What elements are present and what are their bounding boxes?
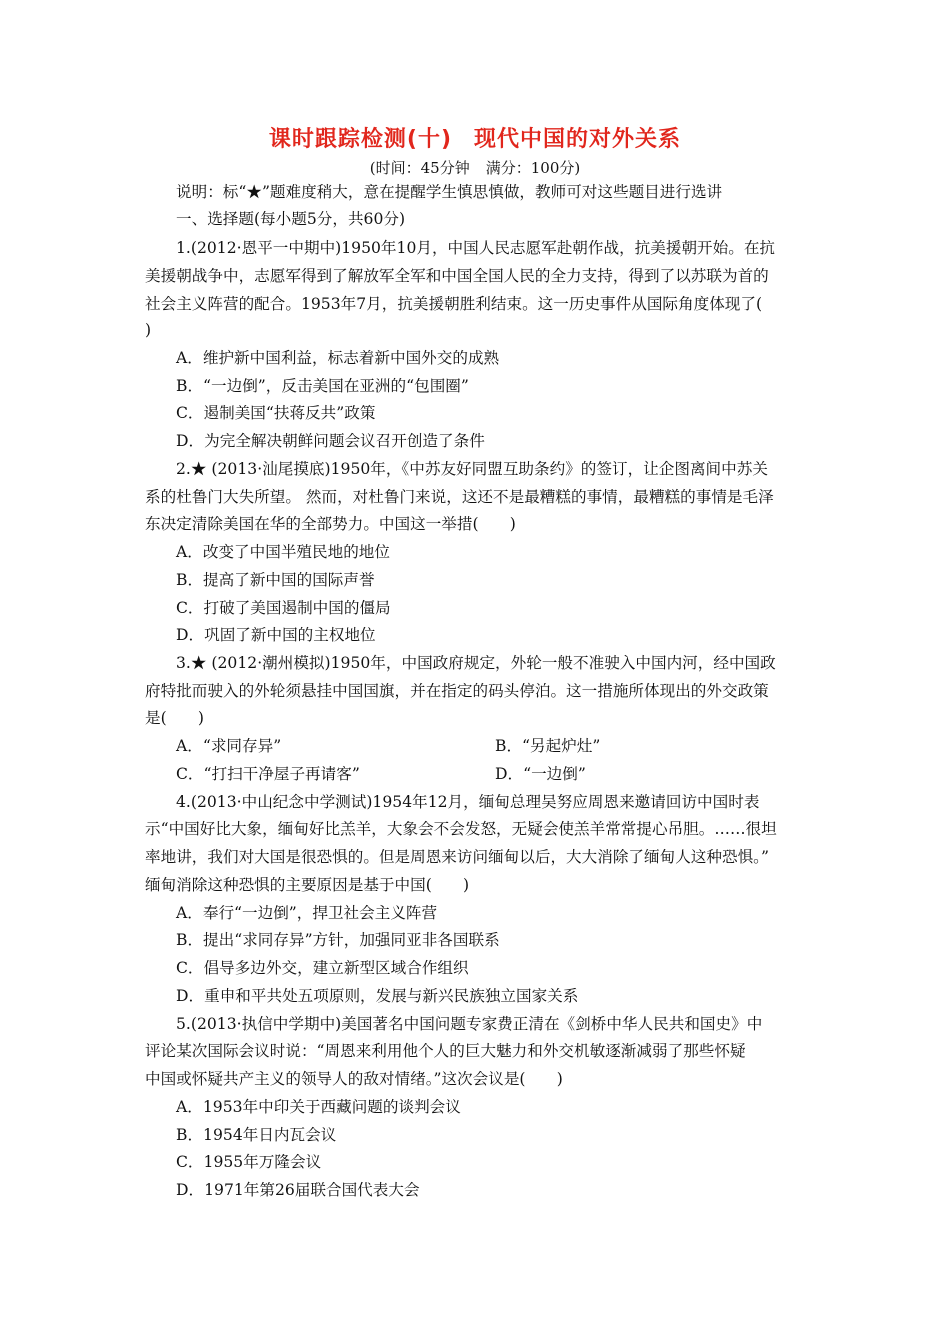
exam-score: 满分：100分) [485, 159, 581, 177]
question-4-stem-line-3: 率地讲，我们对大国是很恐惧的。但是周恩来访问缅甸以后，大大消除了缅甸人这种恐惧。” [145, 848, 769, 866]
page-title [0, 122, 950, 153]
question-3-option-d: D．“一边倒” [495, 765, 586, 783]
question-2-option-d: D．巩固了新中国的主权地位 [176, 626, 376, 644]
question-5-option-b: B．1954年日内瓦会议 [176, 1126, 337, 1144]
question-4-option-d: D．重申和平共处五项原则，发展与新兴民族独立国家关系 [176, 987, 579, 1005]
question-5-stem-line-3: 中国或怀疑共产主义的领导人的敌对情绪。”这次会议是( ) [145, 1070, 563, 1088]
question-2-stem-line-3: 东决定清除美国在华的全部势力。中国这一举措( ) [145, 515, 516, 533]
question-1-option-d: D．为完全解决朝鲜问题会议召开创造了条件 [176, 432, 485, 450]
question-4-option-c: C．倡导多边外交，建立新型区域合作组织 [176, 959, 469, 977]
question-2-stem-line-1: 2.★ (2013·汕尾摸底)1950年，《中苏友好同盟互助条约》的签订，让企图离间中苏关 [176, 460, 768, 478]
exam-info [0, 157, 950, 178]
question-2-stem-line-2: 系的杜鲁门大失所望。 然而，对杜鲁门来说，这还不是最糟糕的事情，最糟糕的事情是毛泽 [145, 488, 774, 506]
question-3-stem-line-2: 府特批而驶入的外轮须悬挂中国国旗，并在指定的码头停泊。这一措施所体现出的外交政策 [145, 682, 769, 700]
question-1-stem-line-1: 1.(2012·恩平一中期中)1950年10月，中国人民志愿军赴朝作战，抗美援朝开始。在抗 [176, 239, 776, 257]
question-3-option-b: B．“另起炉灶” [495, 737, 601, 755]
question-5-stem-line-2: 评论某次国际会议时说：“周恩来利用他个人的巨大魅力和外交机敏逐渐减弱了那些怀疑 [145, 1042, 746, 1060]
question-4-option-b: B．提出“求同存异”方针，加强同亚非各国联系 [176, 931, 500, 949]
question-3-option-a: A．“求同存异” [176, 737, 282, 755]
question-1-option-b: B．“一边倒”，反击美国在亚洲的“包围圈” [176, 377, 469, 395]
question-1-option-c: C．遏制美国“扶蒋反共”政策 [176, 404, 376, 422]
question-2-option-b: B．提高了新中国的国际声誉 [176, 571, 375, 589]
question-3-stem-line-1: 3.★ (2012·潮州模拟)1950年，中国政府规定，外轮一般不准驶入中国内河，经中国政 [176, 654, 776, 672]
title-part-b: 现代中国的对外关系 [474, 127, 682, 152]
question-1-stem-line-4: ) [145, 321, 152, 339]
question-2-option-a: A．改变了中国半殖民地的地位 [176, 543, 390, 561]
question-1-stem-line-3: 社会主义阵营的配合。1953年7月，抗美援朝胜利结束。这一历史事件从国际角度体现了( [145, 295, 763, 313]
question-5-option-d: D．1971年第26届联合国代表大会 [176, 1181, 420, 1199]
question-4-stem-line-4: 缅甸消除这种恐惧的主要原因是基于中国( ) [145, 876, 470, 894]
question-4-stem-line-1: 4.(2013·中山纪念中学测试)1954年12月，缅甸总理吴努应周恩来邀请回访中国时表 [176, 793, 760, 811]
question-3-option-c: C．“打扫干净屋子再请客” [176, 765, 360, 783]
question-1-stem-line-2: 美援朝战争中，志愿军得到了解放军全军和中国全国人民的全力支持，得到了以苏联为首的 [145, 267, 769, 285]
instruction-note: 说明：标“★”题难度稍大，意在提醒学生慎思慎做，教师可对这些题目进行选讲 [176, 183, 723, 201]
title-part-a: 课时跟踪检测(十) [268, 127, 453, 152]
question-3-stem-line-3: 是( ) [145, 709, 204, 727]
question-1-option-a: A．维护新中国利益，标志着新中国外交的成熟 [176, 349, 500, 367]
question-2-option-c: C．打破了美国遏制中国的僵局 [176, 599, 391, 617]
question-4-stem-line-2: 示“中国好比大象，缅甸好比羔羊，大象会不会发怒，无疑会使羔羊常常提心吊胆。……很坦 [145, 820, 777, 838]
exam-time: (时间：45分钟 [369, 159, 470, 177]
question-5-option-a: A．1953年中印关于西藏问题的谈判会议 [176, 1098, 461, 1116]
section-heading: 一、选择题(每小题5分，共60分) [176, 210, 406, 228]
question-4-option-a: A．奉行“一边倒”，捍卫社会主义阵营 [176, 904, 438, 922]
question-5-option-c: C．1955年万隆会议 [176, 1153, 322, 1171]
question-5-stem-line-1: 5.(2013·执信中学期中)美国著名中国问题专家费正清在《剑桥中华人民共和国史》中 [176, 1015, 763, 1033]
